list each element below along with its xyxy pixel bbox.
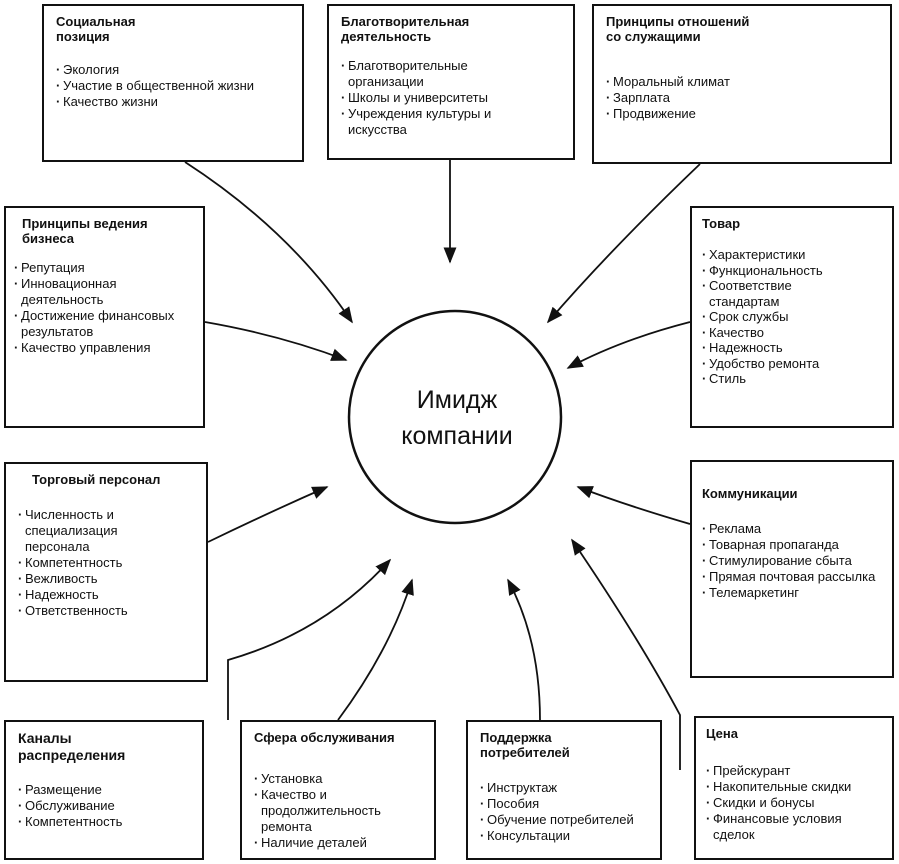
box-title: Сфера обслуживания	[254, 730, 395, 745]
list-item: · Ответственность	[18, 603, 178, 619]
box-customer-support	[466, 720, 662, 860]
box-product	[690, 206, 894, 428]
box-title: Коммуникации	[702, 486, 798, 501]
box-business-principles	[4, 206, 205, 428]
list-item: · Функциональность	[702, 263, 852, 279]
box-title: Социальная позиция	[56, 14, 136, 44]
list-item: · Качество управления	[14, 340, 195, 356]
list-item: · Стимулирование сбыта	[702, 553, 882, 569]
list-item: · Скидки и бонусы	[706, 795, 876, 811]
list-item: · Размещение	[18, 782, 194, 798]
list-item: · Товарная пропаганда	[702, 537, 882, 553]
box-sales-staff	[4, 462, 208, 682]
arrow-support	[508, 580, 540, 720]
center-line-2: компании	[401, 422, 513, 450]
box-title: Благотворительная деятельность	[341, 14, 470, 44]
list-item: · Накопительные скидки	[706, 779, 876, 795]
arrow-sales	[208, 487, 327, 542]
arrow-product	[568, 322, 690, 368]
box-title: Товар	[702, 216, 741, 231]
list-item: · Надежность	[18, 587, 178, 603]
list-item: · Репутация	[14, 260, 195, 276]
list-item: · Вежливость	[18, 571, 178, 587]
box-title: Каналы распределения	[18, 730, 126, 763]
list-item: · Качество жизни	[56, 94, 294, 110]
box-charity	[327, 4, 575, 160]
list-item: · Надежность	[702, 340, 852, 356]
arrow-social	[185, 162, 352, 322]
list-item: · Характеристики	[702, 247, 852, 263]
box-title: Цена	[706, 726, 738, 741]
box-employee-relations	[592, 4, 892, 164]
list-item: · Срок службы	[702, 309, 852, 325]
arrow-employees	[548, 164, 700, 322]
center-line-1: Имидж	[416, 386, 498, 414]
list-item: · Реклама	[702, 521, 882, 537]
arrow-channels	[228, 560, 390, 720]
list-item: · Удобство ремонта	[702, 356, 852, 372]
list-item: · Участие в общественной жизни	[56, 78, 294, 94]
list-item: · Моральный климат	[606, 74, 882, 90]
list-item: · Компетентность	[18, 555, 178, 571]
list-item: · Соответствие стандартам	[702, 278, 852, 309]
list-item: · Школы и университеты	[341, 90, 511, 106]
list-item: · Благотворительные организации	[341, 58, 511, 90]
box-title: Принципы ведения бизнеса	[22, 216, 148, 246]
list-item: · Установка	[254, 771, 414, 787]
arrow-business	[205, 322, 346, 360]
list-item: · Компетентность	[18, 814, 194, 830]
list-item: · Наличие деталей	[254, 835, 414, 851]
list-item: · Продвижение	[606, 106, 882, 122]
arrow-communications	[578, 487, 690, 524]
box-price	[694, 716, 894, 860]
box-communications	[690, 460, 894, 678]
box-title: Торговый персонал	[32, 472, 161, 487]
box-title: Поддержка потребителей	[480, 730, 570, 760]
list-item: · Инструктаж	[480, 780, 652, 796]
list-item: · Учреждения культуры и искусства	[341, 106, 511, 138]
list-item: · Качество	[702, 325, 852, 341]
box-distribution-channels	[4, 720, 204, 860]
box-service-sphere	[240, 720, 436, 860]
list-item: · Стиль	[702, 371, 852, 387]
list-item: · Консультации	[480, 828, 652, 844]
list-item: · Численность и специализация персонала	[18, 507, 178, 555]
list-item: · Финансовые условия сделок	[706, 811, 876, 843]
box-title: Принципы отношений со служащими	[606, 14, 750, 44]
list-item: · Зарплата	[606, 90, 882, 106]
list-item: · Экология	[56, 62, 294, 78]
list-item: · Достижение финансовых результатов	[14, 308, 195, 340]
box-social-position	[42, 4, 304, 162]
list-item: · Прейскурант	[706, 763, 876, 779]
list-item: · Прямая почтовая рассылка	[702, 569, 882, 585]
list-item: · Инновационная деятельность	[14, 276, 195, 308]
list-item: · Телемаркетинг	[702, 585, 882, 601]
list-item: · Пособия	[480, 796, 652, 812]
list-item: · Обучение потребителей	[480, 812, 652, 828]
arrow-service	[338, 580, 412, 720]
center-label	[372, 382, 542, 454]
list-item: · Обслуживание	[18, 798, 194, 814]
list-item: · Качество и продолжительность ремонта	[254, 787, 414, 835]
